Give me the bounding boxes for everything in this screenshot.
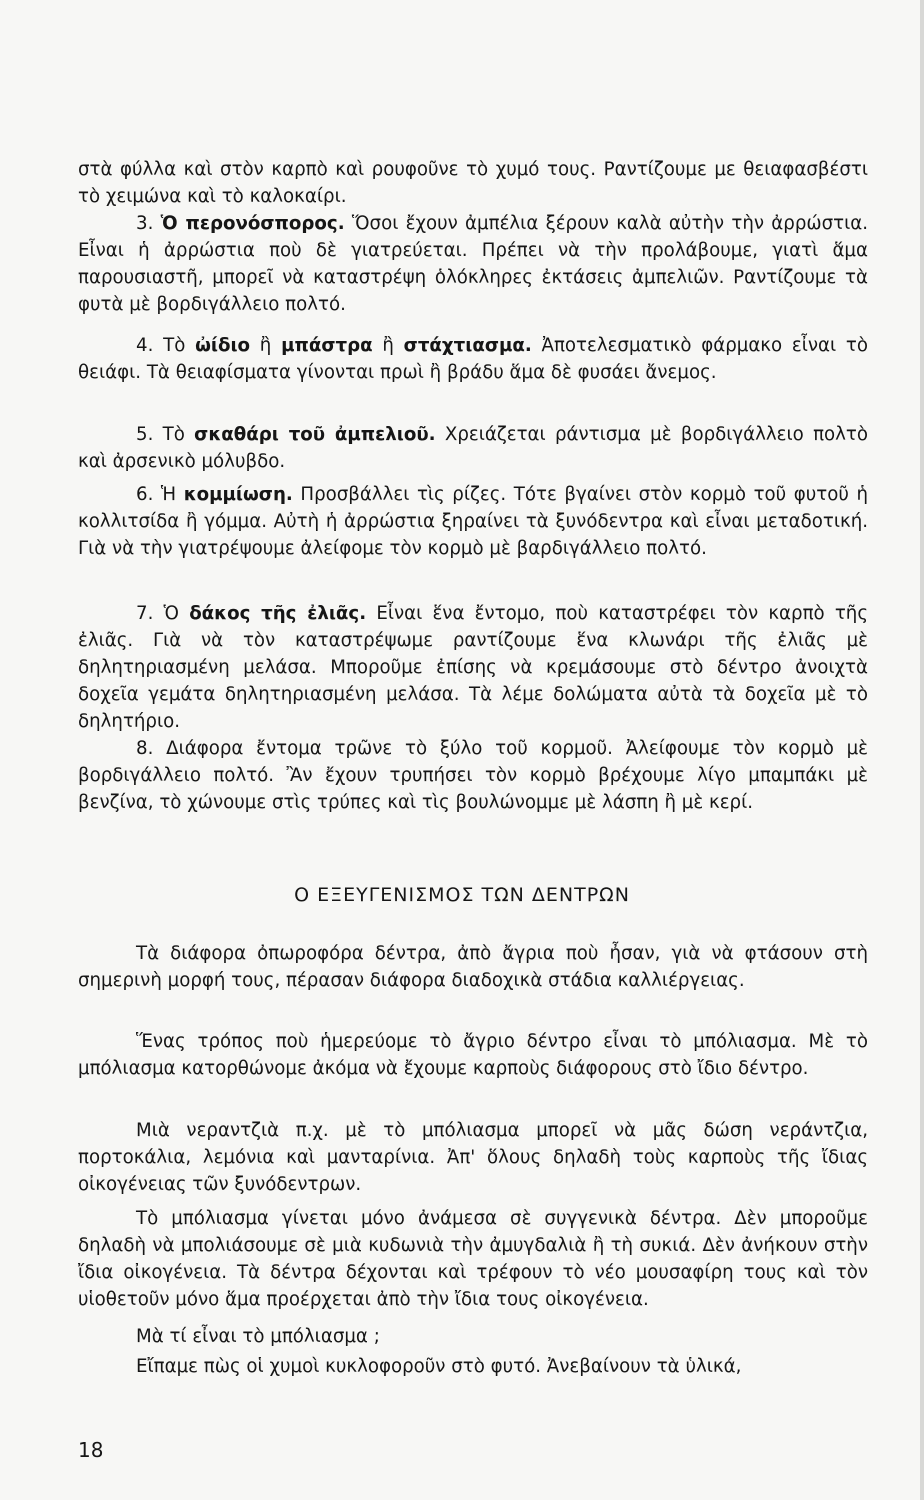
page-edge-shadow — [920, 0, 924, 1500]
page-number: 18 — [78, 1438, 104, 1462]
term-bold: στάχτιασμα. — [403, 335, 532, 356]
term-bold: σκαθάρι τοῦ ἀμπελιοῦ. — [194, 424, 436, 445]
paragraph-olive-fly — [78, 600, 868, 735]
paragraph-oidium — [78, 332, 868, 386]
paragraph-text: στὰ φύλλα καὶ στὸν καρπὸ καὶ ρουφοῦνε τὸ χυμό τους. Ραντίζουμε με θειαφασβέστι τὸ χειμώνα καὶ τὸ καλοκαίρι. — [78, 159, 868, 207]
section-heading: Ο ΕΞΕΥΓΕΝΙΣΜΟΣ ΤΩΝ ΔΕΝΤΡΩΝ — [294, 884, 630, 906]
term-bold: δάκος τῆς ἐλιᾶς. — [189, 603, 367, 624]
paragraph-text: Ὅσοι ἔχουν ἀμπέλια ξέρουν καλὰ αὐτὴν τὴν ἀρρώστια. Εἶναι ἡ ἀρρώστια ποὺ δὲ γιατρεύεται. Πρέπει νὰ τὴν προλάβουμε, γιατὶ ἅμα παρουσιαστῆ, μπορεῖ νὰ καταστρέψη ὁλόκληρες ἐκτάσεις ἀμπελιῶν. Ραντίζουμε τὰ φυτὰ μὲ βορδιγάλλειο πολτό. — [78, 213, 868, 315]
paragraph-peronospora — [78, 210, 868, 318]
paragraph-text: Τὸ μπόλιασμα γίνεται μόνο ἀνάμεσα σὲ συγγενικὰ δέντρα. Δὲν μποροῦμε δηλαδὴ νὰ μπολιάσουμε σὲ μιὰ κυδωνιὰ τὴν ἀμυγδαλιὰ ἢ τὴ συκιά. Δὲν ἀνήκουν στὴν ἴδια οἰκογένεια. Τὰ δέντρα δέχονται καὶ τρέφουν τὸ νέο μουσαφίρη τους καὶ τὸν υἱοθετοῦν μόνο ἅμα προέρχεται ἀπὸ τὴν ἴδια τους οἰκογένεια. — [78, 1208, 868, 1310]
paragraph-text: Τὰ διάφορα ὀπωροφόρα δέντρα, ἀπὸ ἄγρια ποὺ ἦσαν, γιὰ νὰ φτάσουν στὴ σημερινὴ μορφή τους, πέρασαν διάφορα διαδοχικὰ στάδια καλλιέργειας. — [78, 943, 868, 991]
term-bold: κομμίωση. — [183, 484, 293, 505]
connector-text: ἢ — [250, 335, 282, 356]
paragraph-text: Ἕνας τρόπος ποὺ ἡμερεύομε τὸ ἄγριο δέντρο εἶναι τὸ μπόλιασμα. Μὲ τὸ μπόλιασμα κατορθώνομε ἀκόμα νὰ ἔχουμε καρποὺς διάφορους στὸ ἴδιο δέντρο. — [78, 1031, 868, 1079]
paragraph-bitter-orange — [78, 1117, 868, 1198]
paragraph-text: Ἀποτελεσματικὸ φάρμακο εἶναι τὸ θειάφι. Τὰ θειαφίσματα γίνονται πρωὶ ἢ βράδυ ἅμα δὲ φυσάει ἄνεμος. — [78, 335, 868, 383]
paragraph-insects-continued — [78, 156, 868, 210]
paragraph-grafting-method — [78, 1028, 868, 1082]
paragraph-gummosis — [78, 481, 868, 562]
paragraph-related-trees — [78, 1205, 868, 1313]
paragraph-text: Μὰ τί εἶναι τὸ μπόλιασμα ; — [136, 1326, 380, 1347]
term-bold: Ὁ περονόσπορος. — [160, 213, 345, 234]
paragraph-saps — [78, 1353, 868, 1380]
paragraph-fruit-trees — [78, 940, 868, 994]
term-bold: ὠίδιο — [195, 335, 251, 356]
paragraph-text: Εἶναι ἕνα ἔντομο, ποὺ καταστρέφει τὸν καρπὸ τῆς ἐλιᾶς. Γιὰ νὰ τὸν καταστρέψωμε ραντίζουμε ἕνα κλωνάρι τῆς ἐλιᾶς μὲ δηλητηριασμένη μελάσα. Μποροῦμε ἐπίσης νὰ κρεμάσουμε στὸ δέντρο ἀνοιχτὰ δοχεῖα γεμάτα δηλητηριασμένη μελάσα. Τὰ λέμε δολώματα αὐτὰ τὰ δοχεῖα μὲ τὸ δηλητήριο. — [78, 603, 869, 732]
item-number: 3. — [136, 213, 161, 234]
paragraph-text: Μιὰ νεραντζιὰ π.χ. μὲ τὸ μπόλιασμα μπορεῖ νὰ μᾶς δώση νεράντζια, πορτοκάλια, λεμόνια καὶ μανταρίνια. Ἀπ' ὅλους δηλαδὴ τοὺς καρποὺς τῆς ἴδιας οἰκογένειας τῶν ξυνόδεντρων. — [78, 1120, 868, 1195]
item-number: 7. Ὁ — [136, 603, 190, 624]
item-number: 4. Τὸ — [136, 335, 196, 356]
paragraph-question — [78, 1323, 868, 1350]
paragraph-text: Προσβάλλει τὶς ρίζες. Τότε βγαίνει στὸν κορμὸ τοῦ φυτοῦ ἡ κολλιτσίδα ἢ γόμμα. Αὐτὴ ἡ ἀρρώστια ξηραίνει τὰ ξυνόδεντρα καὶ εἶναι μεταδοτική. Γιὰ νὰ τὴν γιατρέψουμε ἀλείφομε τὸν κορμὸ μὲ βαρδιγάλλειο πολτό. — [78, 484, 868, 559]
paragraph-text: Χρειάζεται ράντισμα μὲ βορδιγάλλειο πολτὸ καὶ ἀρσενικὸ μόλυβδο. — [78, 424, 868, 472]
term-bold: μπάστρα — [281, 335, 373, 356]
item-number: 6. Ἡ — [136, 484, 184, 505]
paragraph-text: Εἴπαμε πὼς οἱ χυμοὶ κυκλοφοροῦν στὸ φυτό. Ἀνεβαίνουν τὰ ὑλικά, — [136, 1356, 742, 1377]
connector-text: ἢ — [372, 335, 404, 356]
paragraph-vine-beetle — [78, 421, 868, 475]
paragraph-text: 8. Διάφορα ἔντομα τρῶνε τὸ ξύλο τοῦ κορμοῦ. Ἀλείφουμε τὸν κορμὸ μὲ βορδιγάλλειο πολτό. Ἂν ἔχουν τρυπήσει τὸν κορμὸ βρέχουμε λίγο μπαμπάκι μὲ βενζίνα, τὸ χώνουμε στὶς τρύπες καὶ τὶς βουλώνομμε μὲ λάσπη ἢ μὲ κερί. — [78, 738, 868, 813]
item-number: 5. Τὸ — [136, 424, 195, 445]
paragraph-wood-insects — [78, 735, 868, 816]
